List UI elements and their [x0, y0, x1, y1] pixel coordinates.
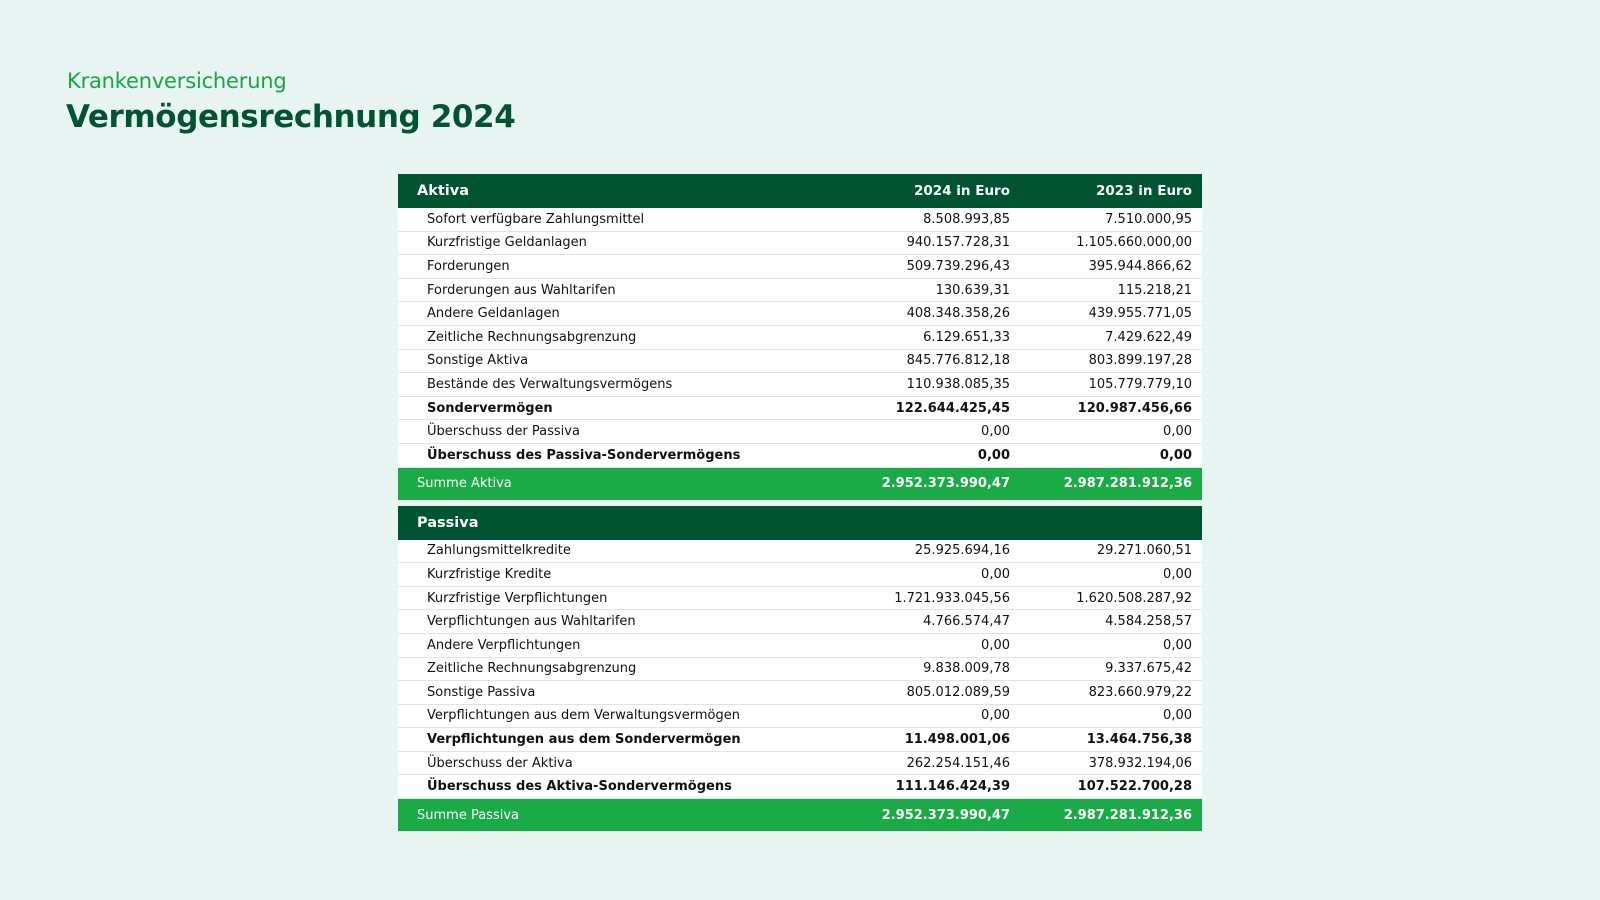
value-2024: 0,00	[860, 563, 1010, 587]
passiva-heading: Passiva	[398, 506, 860, 540]
table-row	[398, 540, 1202, 563]
row-label: Kurzfristige Geldanlagen	[398, 231, 860, 255]
value-2024: 9.838.009,78	[860, 657, 1010, 681]
value-2023: 378.932.194,06	[1010, 751, 1202, 775]
row-label: Überschuss der Passiva	[398, 420, 860, 444]
value-2024: 1.721.933.045,56	[860, 586, 1010, 610]
column-header-empty	[1010, 506, 1202, 540]
total-2023: 2.987.281.912,36	[1010, 467, 1202, 500]
value-2023: 105.779.779,10	[1010, 373, 1202, 397]
column-header-empty	[860, 506, 1010, 540]
table-row	[398, 231, 1202, 255]
total-2024: 2.952.373.990,47	[860, 799, 1010, 832]
table-row	[398, 751, 1202, 775]
table-row	[398, 681, 1202, 705]
row-label: Verpflichtungen aus dem Sondervermögen	[398, 728, 860, 752]
table-row	[398, 349, 1202, 373]
value-2024: 940.157.728,31	[860, 231, 1010, 255]
row-label: Bestände des Verwaltungsvermögens	[398, 373, 860, 397]
balance-statement	[398, 174, 1202, 831]
row-label: Sondervermögen	[398, 396, 860, 420]
value-2024: 0,00	[860, 420, 1010, 444]
row-label: Überschuss des Passiva-Sondervermögens	[398, 443, 860, 467]
table-row	[398, 420, 1202, 444]
value-2023: 0,00	[1010, 563, 1202, 587]
value-2024: 0,00	[860, 704, 1010, 728]
value-2024: 408.348.358,26	[860, 302, 1010, 326]
table-row	[398, 396, 1202, 420]
table-row	[398, 373, 1202, 397]
row-label: Andere Verpflichtungen	[398, 633, 860, 657]
table-row	[398, 443, 1202, 467]
row-label: Kurzfristige Kredite	[398, 563, 860, 587]
total-2023: 2.987.281.912,36	[1010, 799, 1202, 832]
value-2023: 7.429.622,49	[1010, 325, 1202, 349]
value-2023: 0,00	[1010, 633, 1202, 657]
value-2023: 115.218,21	[1010, 278, 1202, 302]
column-header-2024: 2024 in Euro	[860, 174, 1010, 208]
column-header-2023: 2023 in Euro	[1010, 174, 1202, 208]
value-2024: 0,00	[860, 443, 1010, 467]
row-label: Sonstige Passiva	[398, 681, 860, 705]
value-2023: 0,00	[1010, 420, 1202, 444]
table-row	[398, 657, 1202, 681]
table-row	[398, 563, 1202, 587]
row-label: Andere Geldanlagen	[398, 302, 860, 326]
row-label: Kurzfristige Verpflichtungen	[398, 586, 860, 610]
value-2024: 509.739.296,43	[860, 255, 1010, 279]
table-row	[398, 302, 1202, 326]
value-2023: 439.955.771,05	[1010, 302, 1202, 326]
value-2023: 107.522.700,28	[1010, 775, 1202, 799]
row-label: Forderungen	[398, 255, 860, 279]
value-2024: 6.129.651,33	[860, 325, 1010, 349]
row-label: Sonstige Aktiva	[398, 349, 860, 373]
aktiva-total-row	[398, 467, 1202, 500]
value-2023: 395.944.866,62	[1010, 255, 1202, 279]
value-2023: 120.987.456,66	[1010, 396, 1202, 420]
table-row	[398, 775, 1202, 799]
value-2023: 0,00	[1010, 704, 1202, 728]
passiva-table	[398, 506, 1202, 832]
value-2024: 4.766.574,47	[860, 610, 1010, 634]
value-2024: 805.012.089,59	[860, 681, 1010, 705]
row-label: Überschuss der Aktiva	[398, 751, 860, 775]
row-label: Überschuss des Aktiva-Sondervermögens	[398, 775, 860, 799]
aktiva-header-row	[398, 174, 1202, 208]
value-2024: 25.925.694,16	[860, 540, 1010, 563]
value-2023: 4.584.258,57	[1010, 610, 1202, 634]
row-label: Verpflichtungen aus Wahltarifen	[398, 610, 860, 634]
value-2024: 130.639,31	[860, 278, 1010, 302]
value-2023: 0,00	[1010, 443, 1202, 467]
row-label: Sofort verfügbare Zahlungsmittel	[398, 208, 860, 231]
value-2024: 845.776.812,18	[860, 349, 1010, 373]
table-row	[398, 278, 1202, 302]
value-2023: 1.105.660.000,00	[1010, 231, 1202, 255]
value-2024: 122.644.425,45	[860, 396, 1010, 420]
total-label: Summe Passiva	[398, 799, 860, 832]
value-2024: 110.938.085,35	[860, 373, 1010, 397]
table-row	[398, 586, 1202, 610]
row-label: Zeitliche Rechnungsabgrenzung	[398, 325, 860, 349]
table-row	[398, 728, 1202, 752]
table-row	[398, 325, 1202, 349]
total-2024: 2.952.373.990,47	[860, 467, 1010, 500]
value-2024: 0,00	[860, 633, 1010, 657]
value-2023: 803.899.197,28	[1010, 349, 1202, 373]
value-2024: 11.498.001,06	[860, 728, 1010, 752]
value-2023: 1.620.508.287,92	[1010, 586, 1202, 610]
page-supertitle: Krankenversicherung	[67, 69, 287, 93]
row-label: Forderungen aus Wahltarifen	[398, 278, 860, 302]
aktiva-heading: Aktiva	[398, 174, 860, 208]
table-row	[398, 633, 1202, 657]
table-row	[398, 255, 1202, 279]
row-label: Zahlungsmittelkredite	[398, 540, 860, 563]
table-row	[398, 208, 1202, 231]
table-row	[398, 704, 1202, 728]
value-2023: 7.510.000,95	[1010, 208, 1202, 231]
total-label: Summe Aktiva	[398, 467, 860, 500]
page-title: Vermögensrechnung 2024	[66, 99, 516, 135]
value-2023: 13.464.756,38	[1010, 728, 1202, 752]
aktiva-table	[398, 174, 1202, 500]
value-2024: 111.146.424,39	[860, 775, 1010, 799]
passiva-header-row	[398, 506, 1202, 540]
value-2024: 262.254.151,46	[860, 751, 1010, 775]
value-2023: 9.337.675,42	[1010, 657, 1202, 681]
row-label: Zeitliche Rechnungsabgrenzung	[398, 657, 860, 681]
value-2024: 8.508.993,85	[860, 208, 1010, 231]
passiva-total-row	[398, 799, 1202, 832]
row-label: Verpflichtungen aus dem Verwaltungsvermögen	[398, 704, 860, 728]
value-2023: 823.660.979,22	[1010, 681, 1202, 705]
table-row	[398, 610, 1202, 634]
value-2023: 29.271.060,51	[1010, 540, 1202, 563]
